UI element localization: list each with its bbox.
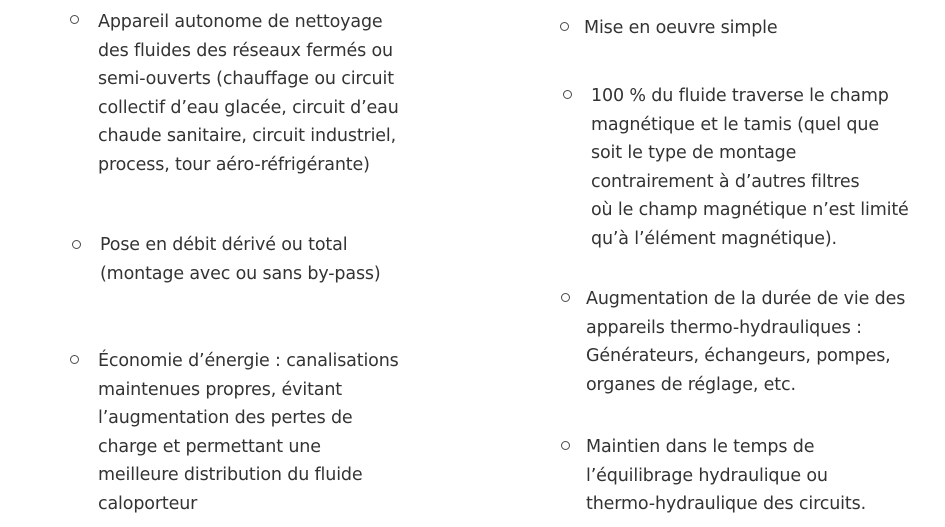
item-line: maintenues propres, évitant	[98, 379, 343, 400]
item-line: Maintien dans le temps de	[586, 437, 815, 457]
feature-item-lifespan	[586, 285, 905, 399]
item-line: où le champ magnétique n’est limité	[591, 200, 909, 221]
item-line: chaude sanitaire, circuit industriel,	[98, 126, 397, 147]
feature-item-energy-savings	[98, 347, 399, 519]
item-line: (montage avec ou sans by-pass)	[100, 263, 381, 284]
item-line: 100 % du fluide traverse le champ	[591, 86, 889, 106]
feature-item-installation	[100, 231, 381, 288]
list-bullet-icon	[563, 90, 572, 99]
item-line: appareils thermo-hydrauliques :	[586, 317, 862, 338]
list-bullet-icon	[561, 441, 570, 450]
feature-item-balancing	[586, 433, 866, 519]
feature-item-full-flow	[591, 82, 909, 254]
item-line: l’augmentation des pertes de	[98, 408, 353, 429]
item-line: magnétique et le tamis (quel que	[591, 114, 879, 135]
item-line: l’équilibrage hydraulique ou	[586, 465, 828, 486]
item-line: Économie d’énergie : canalisations	[98, 351, 399, 371]
item-line: organes de réglage, etc.	[586, 374, 796, 395]
list-bullet-icon	[70, 15, 79, 24]
item-line: meilleure distribution du fluide	[98, 465, 363, 486]
feature-item-autonomous-cleaning	[98, 8, 399, 180]
item-line: contrairement à d’autres filtres	[591, 171, 860, 192]
item-line: qu’à l’élément magnétique).	[591, 228, 837, 249]
item-line: Mise en oeuvre simple	[584, 18, 778, 38]
list-bullet-icon	[561, 293, 570, 302]
item-line: Augmentation de la durée de vie des	[586, 289, 906, 309]
item-line: thermo-hydraulique des circuits.	[586, 494, 866, 515]
item-line: process, tour aéro-réfrigérante)	[98, 154, 370, 175]
list-bullet-icon	[72, 240, 81, 249]
list-bullet-icon	[560, 22, 569, 31]
item-line: des fluides des réseaux fermés ou	[98, 40, 393, 61]
list-bullet-icon	[70, 355, 79, 364]
item-line: soit le type de montage	[591, 143, 797, 164]
item-line: charge et permettant une	[98, 436, 321, 457]
item-line: Générateurs, échangeurs, pompes,	[586, 346, 891, 367]
item-line: semi-ouverts (chauffage ou circuit	[98, 69, 394, 90]
item-line: Appareil autonome de nettoyage	[98, 12, 383, 32]
item-line: caloporteur	[98, 493, 198, 514]
feature-item-simple-setup	[584, 14, 778, 43]
item-line: collectif d’eau glacée, circuit d’eau	[98, 97, 399, 118]
item-line: Pose en débit dérivé ou total	[100, 235, 348, 255]
